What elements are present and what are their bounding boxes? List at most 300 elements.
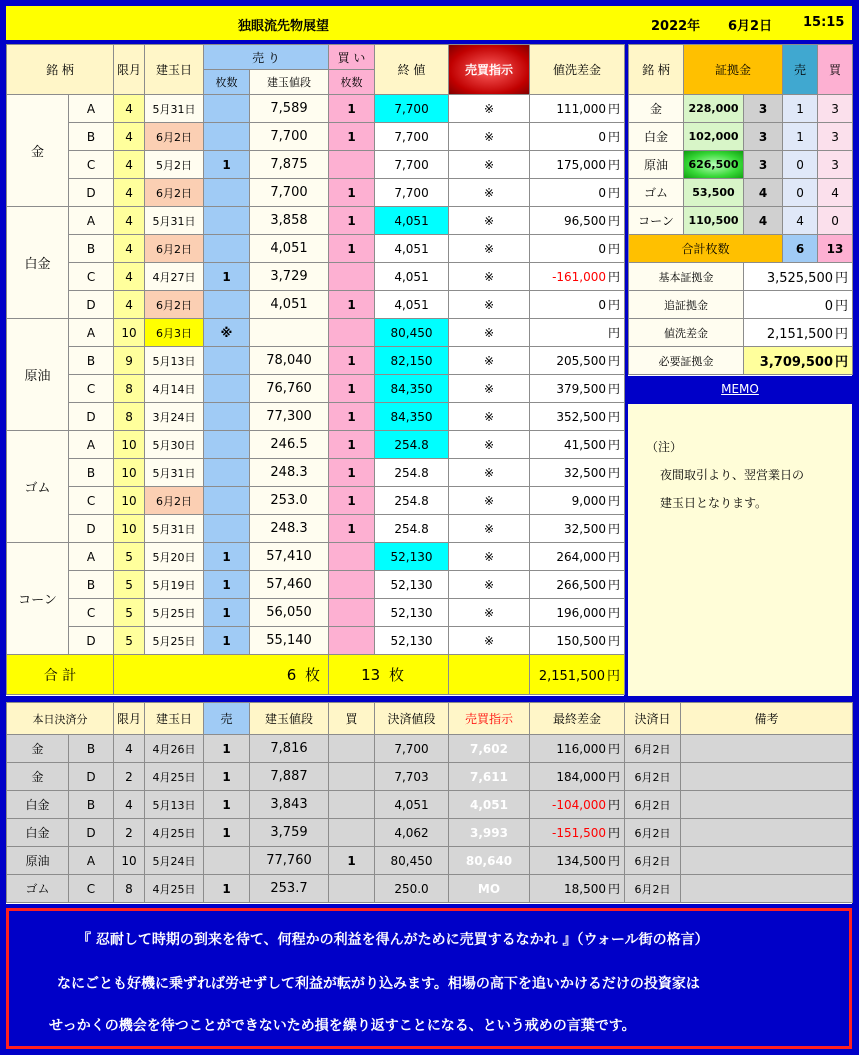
row-label: D [69,291,114,319]
row-diff: -161,000 [552,270,607,284]
settle-sell-count: 1 [204,735,250,763]
row-buy-count: 1 [329,431,375,459]
row-diff-cell [530,319,625,347]
row-label: C [69,599,114,627]
quote-line-1: 『 忍耐して時期の到来を待て、何程かの利益を得んがために売買するなかれ 』（ウォール街の格言） [77,932,709,948]
settle-note [681,735,853,763]
row-diff-yen: 円 [608,298,621,312]
header-tategyokubi: 建玉日 [145,45,204,95]
row-instruction: ※ [449,263,530,291]
settle-note [681,791,853,819]
row-diff-cell [530,375,625,403]
row-diff-yen: 円 [608,130,621,144]
quote-box [6,908,852,1049]
settle-month: 2 [114,763,145,791]
settle-sell-count: 1 [204,819,250,847]
header-baibai-shiji: 売買指示 [449,45,530,95]
row-diff: 150,500 [556,634,607,648]
settle-date: 5月24日 [145,847,204,875]
row-instruction: ※ [449,515,530,543]
position-row [7,291,625,319]
header-nearai: 値洗差金 [530,45,625,95]
row-sell-count: 1 [204,599,250,627]
row-close-price: 82,150 [375,347,449,375]
row-diff: 352,500 [556,410,607,424]
row-close-price: 4,051 [375,263,449,291]
row-entry-price: 253.0 [250,487,329,515]
settle-buy-count [329,791,375,819]
position-row [7,375,625,403]
row-sell-count [204,179,250,207]
margin-buy: 3 [818,123,853,151]
row-month: 4 [114,151,145,179]
settle-instruction: 7,611 [449,763,530,791]
settle-diff-cell [530,735,625,763]
memo-panel [628,404,852,696]
settle-label: B [69,735,114,763]
row-instruction: ※ [449,235,530,263]
position-row [7,543,625,571]
settle-entry-price: 7,816 [250,735,329,763]
settle-entry-price: 3,759 [250,819,329,847]
header-tategyoku-nedan: 建玉値段 [250,70,329,95]
margin-sell: 0 [783,151,818,179]
settle-instruction: 4,051 [449,791,530,819]
row-diff-cell [530,235,625,263]
margin-total-sell: 6 [783,235,818,263]
row-buy-count: 1 [329,375,375,403]
row-diff: 32,500 [564,522,607,536]
row-instruction: ※ [449,599,530,627]
settlement-row [7,791,853,819]
row-date: 4月27日 [145,263,204,291]
row-diff-cell [530,431,625,459]
settle-date-closed: 6月2日 [625,735,681,763]
row-diff: 264,000 [556,550,607,564]
row-buy-count: 1 [329,179,375,207]
row-diff-yen: 円 [608,634,621,648]
position-row [7,319,625,347]
settle-commodity: 金 [7,763,69,791]
margin-sell: 1 [783,123,818,151]
settle-diff-yen: 円 [607,826,620,840]
settlement-row [7,735,853,763]
margin-amount: 110,500 [684,207,744,235]
row-label: B [69,571,114,599]
margin-amount: 626,500 [684,151,744,179]
row-label: C [69,151,114,179]
position-row [7,515,625,543]
margin-summary-row [629,291,853,319]
settle-diff-cell [530,847,625,875]
row-close-price: 254.8 [375,459,449,487]
row-label: A [69,95,114,123]
position-row [7,571,625,599]
row-label: A [69,207,114,235]
row-entry-price: 57,460 [250,571,329,599]
margin-row [629,207,853,235]
row-entry-price: 3,858 [250,207,329,235]
header-maisu-sell: 枚数 [204,70,250,95]
position-row [7,207,625,235]
row-diff-cell [530,291,625,319]
row-date: 5月31日 [145,459,204,487]
row-month: 4 [114,179,145,207]
settle-commodity: ゴム [7,875,69,903]
row-close-price: 254.8 [375,515,449,543]
row-close-price: 4,051 [375,291,449,319]
row-month: 4 [114,95,145,123]
row-instruction: ※ [449,319,530,347]
row-sell-count: 1 [204,571,250,599]
row-sell-count [204,235,250,263]
row-buy-count: 1 [329,207,375,235]
settle-month: 4 [114,735,145,763]
summary-value: 3,525,500 [766,271,833,286]
row-buy-count: 1 [329,515,375,543]
row-label: D [69,179,114,207]
row-sell-count [204,403,250,431]
row-close-price: 7,700 [375,151,449,179]
row-date: 5月30日 [145,431,204,459]
row-date: 5月13日 [145,347,204,375]
row-close-price: 4,051 [375,235,449,263]
row-diff-yen: 円 [608,326,621,340]
margin-total-buy: 13 [818,235,853,263]
row-buy-count: 1 [329,403,375,431]
settle-entry-price: 3,843 [250,791,329,819]
position-row [7,179,625,207]
margin-commodity: コーン [629,207,684,235]
summary-yen: 円 [835,355,849,370]
header-year: 2022年 [651,19,701,34]
margin-header-uri: 売 [783,45,818,95]
row-date: 5月20日 [145,543,204,571]
row-diff: 32,500 [564,466,607,480]
row-sell-count [204,375,250,403]
settle-month: 2 [114,819,145,847]
summary-value: 2,151,500 [766,327,833,342]
settle-entry-price: 77,760 [250,847,329,875]
row-diff-cell [530,263,625,291]
row-instruction: ※ [449,95,530,123]
settle-header-kessaibi: 決済日 [625,703,681,735]
row-entry-price: 4,051 [250,235,329,263]
row-buy-count: 1 [329,123,375,151]
settle-header-gengetsu: 限月 [114,703,145,735]
settle-diff: 184,000 [556,770,606,784]
row-instruction: ※ [449,431,530,459]
row-date: 6月2日 [145,179,204,207]
margin-buy: 3 [818,95,853,123]
row-diff-cell [530,627,625,655]
settlement-table [6,702,853,903]
margin-amount: 228,000 [684,95,744,123]
row-instruction: ※ [449,403,530,431]
row-date: 6月2日 [145,235,204,263]
position-row [7,627,625,655]
settle-header-tategyokubi: 建玉日 [145,703,204,735]
commodity-name: ゴム [7,431,69,543]
row-close-price: 7,700 [375,95,449,123]
row-date: 5月31日 [145,207,204,235]
row-instruction: ※ [449,459,530,487]
row-close-price: 84,350 [375,403,449,431]
row-month: 4 [114,207,145,235]
row-instruction: ※ [449,487,530,515]
settle-date: 4月25日 [145,763,204,791]
commodity-name: 原油 [7,319,69,431]
row-instruction: ※ [449,179,530,207]
row-diff: 175,000 [556,158,607,172]
row-entry-price: 248.3 [250,515,329,543]
position-row [7,487,625,515]
commodity-name: 白金 [7,207,69,319]
summary-yen: 円 [835,327,849,342]
header-owarine: 終 値 [375,45,449,95]
row-sell-count [204,515,250,543]
row-date: 5月19日 [145,571,204,599]
row-entry-price: 76,760 [250,375,329,403]
row-entry-price: 248.3 [250,459,329,487]
row-close-price: 7,700 [375,179,449,207]
margin-amount: 53,500 [684,179,744,207]
row-buy-count: 1 [329,487,375,515]
settle-date-closed: 6月2日 [625,875,681,903]
settle-date-closed: 6月2日 [625,763,681,791]
row-buy-count [329,151,375,179]
row-month: 5 [114,571,145,599]
row-diff-yen: 円 [608,382,621,396]
row-sell-count [204,123,250,151]
settlement-row [7,875,853,903]
row-instruction: ※ [449,375,530,403]
row-diff-yen: 円 [608,578,621,592]
row-diff-yen: 円 [608,494,621,508]
settle-header-kai: 買 [329,703,375,735]
page-title: 独眼流先物展望 [238,19,330,34]
margin-row [629,95,853,123]
header-meigara: 銘 柄 [7,45,114,95]
row-diff: 196,000 [556,606,607,620]
row-diff: 205,500 [556,354,607,368]
row-instruction: ※ [449,123,530,151]
margin-table [628,44,853,375]
row-close-price: 52,130 [375,571,449,599]
row-diff-yen: 円 [608,102,621,116]
settle-commodity: 白金 [7,791,69,819]
row-instruction: ※ [449,571,530,599]
row-month: 10 [114,431,145,459]
row-sell-count [204,487,250,515]
row-diff-yen: 円 [608,186,621,200]
settle-diff-yen: 円 [607,798,620,812]
memo-header [628,378,852,400]
row-date: 6月2日 [145,291,204,319]
row-instruction: ※ [449,291,530,319]
summary-label: 基本証拠金 [629,263,744,291]
row-month: 4 [114,235,145,263]
totals-buy-unit: 枚 [389,666,405,684]
memo-note-line2: 建玉日となります。 [660,496,768,510]
row-entry-price: 3,729 [250,263,329,291]
row-entry-price: 57,410 [250,543,329,571]
header-gengetsu: 限月 [114,45,145,95]
row-diff-cell [530,95,625,123]
row-close-price: 4,051 [375,207,449,235]
settle-sell-count [204,847,250,875]
row-diff: 111,000 [556,102,607,116]
margin-header-kai: 買 [818,45,853,95]
settle-diff-cell [530,791,625,819]
settle-label: A [69,847,114,875]
row-diff-cell [530,515,625,543]
margin-commodity: 原油 [629,151,684,179]
settle-note [681,847,853,875]
row-sell-count [204,431,250,459]
summary-value: 0 [824,299,833,314]
row-diff-cell [530,571,625,599]
summary-value-cell [744,291,853,319]
row-diff-yen: 円 [608,438,621,452]
row-diff: 266,500 [556,578,607,592]
row-buy-count [329,263,375,291]
settle-month: 4 [114,791,145,819]
margin-count: 4 [744,179,783,207]
settle-note [681,875,853,903]
row-close-price: 84,350 [375,375,449,403]
row-diff: 379,500 [556,382,607,396]
settle-label: C [69,875,114,903]
row-sell-count: 1 [204,263,250,291]
row-label: D [69,515,114,543]
margin-count: 3 [744,123,783,151]
row-diff-yen: 円 [608,270,621,284]
row-close-price: 254.8 [375,431,449,459]
settle-month: 8 [114,875,145,903]
totals-sell-count: 6 [286,666,297,684]
row-buy-count: 1 [329,347,375,375]
row-label: B [69,235,114,263]
position-row [7,123,625,151]
settle-entry-price: 253.7 [250,875,329,903]
margin-count: 3 [744,151,783,179]
margin-count: 4 [744,207,783,235]
row-diff-cell [530,403,625,431]
settle-price: 7,703 [375,763,449,791]
row-close-price: 7,700 [375,123,449,151]
margin-commodity: 金 [629,95,684,123]
settle-header-title: 本日決済分 [7,703,114,735]
totals-label: 合 計 [7,655,114,695]
settle-header-uri: 売 [204,703,250,735]
quote-line-2: なにごとも好機に乗ずれば労せずして利益が転がり込みます。相場の高下を追いかけるだけの投資家は [57,976,700,992]
header-date: 6月2日 [728,19,773,34]
margin-row [629,179,853,207]
row-label: A [69,431,114,459]
settle-instruction: 3,993 [449,819,530,847]
row-diff: 41,500 [564,438,607,452]
margin-summary-row [629,347,853,375]
settle-sell-count: 1 [204,763,250,791]
summary-label: 追証拠金 [629,291,744,319]
row-entry-price [250,319,329,347]
row-entry-price: 7,589 [250,95,329,123]
row-buy-count [329,627,375,655]
row-date: 5月2日 [145,151,204,179]
row-label: D [69,627,114,655]
row-sell-count: 1 [204,151,250,179]
row-month: 4 [114,263,145,291]
settle-diff: -104,000 [552,798,606,812]
memo-link[interactable]: MEMO [721,382,759,396]
row-label: C [69,487,114,515]
row-diff-cell [530,123,625,151]
settle-diff-cell [530,819,625,847]
row-close-price: 52,130 [375,543,449,571]
settle-instruction: MO [449,875,530,903]
margin-summary-row [629,319,853,347]
settle-buy-count: 1 [329,847,375,875]
settle-price: 4,051 [375,791,449,819]
settle-label: D [69,819,114,847]
settlement-row [7,763,853,791]
settle-buy-count [329,819,375,847]
quote-line-3: せっかくの機会を待つことができないため損を繰り返すことになる、という戒めの言葉です。 [49,1018,636,1034]
row-entry-price: 7,875 [250,151,329,179]
positions-panel [6,44,624,696]
row-label: C [69,375,114,403]
row-close-price: 80,450 [375,319,449,347]
settle-diff: 134,500 [556,854,606,868]
position-row [7,263,625,291]
summary-value-cell [744,319,853,347]
row-entry-price: 4,051 [250,291,329,319]
totals-diff: 2,151,500 [538,669,606,684]
settle-header-biko: 備考 [681,703,853,735]
settle-price: 80,450 [375,847,449,875]
row-buy-count [329,599,375,627]
settle-buy-count [329,763,375,791]
settle-header-kessai-nedan: 決済値段 [375,703,449,735]
settle-instruction: 7,602 [449,735,530,763]
settle-buy-count [329,875,375,903]
settle-note [681,819,853,847]
settle-commodity: 原油 [7,847,69,875]
settle-price: 7,700 [375,735,449,763]
row-diff-yen: 円 [608,354,621,368]
row-buy-count: 1 [329,95,375,123]
position-row [7,151,625,179]
margin-buy: 4 [818,179,853,207]
row-label: B [69,123,114,151]
row-diff-cell [530,179,625,207]
row-month: 5 [114,543,145,571]
margin-total-label: 合計枚数 [629,235,783,263]
settle-header-saishu-sakin: 最終差金 [530,703,625,735]
positions-table [6,44,625,695]
memo-note-title: （注） [646,440,683,454]
row-instruction: ※ [449,543,530,571]
margin-buy: 3 [818,151,853,179]
row-entry-price: 56,050 [250,599,329,627]
row-close-price: 52,130 [375,599,449,627]
row-month: 10 [114,487,145,515]
row-diff-yen: 円 [608,410,621,424]
row-date: 6月3日 [145,319,204,347]
row-date: 3月24日 [145,403,204,431]
margin-commodity: 白金 [629,123,684,151]
